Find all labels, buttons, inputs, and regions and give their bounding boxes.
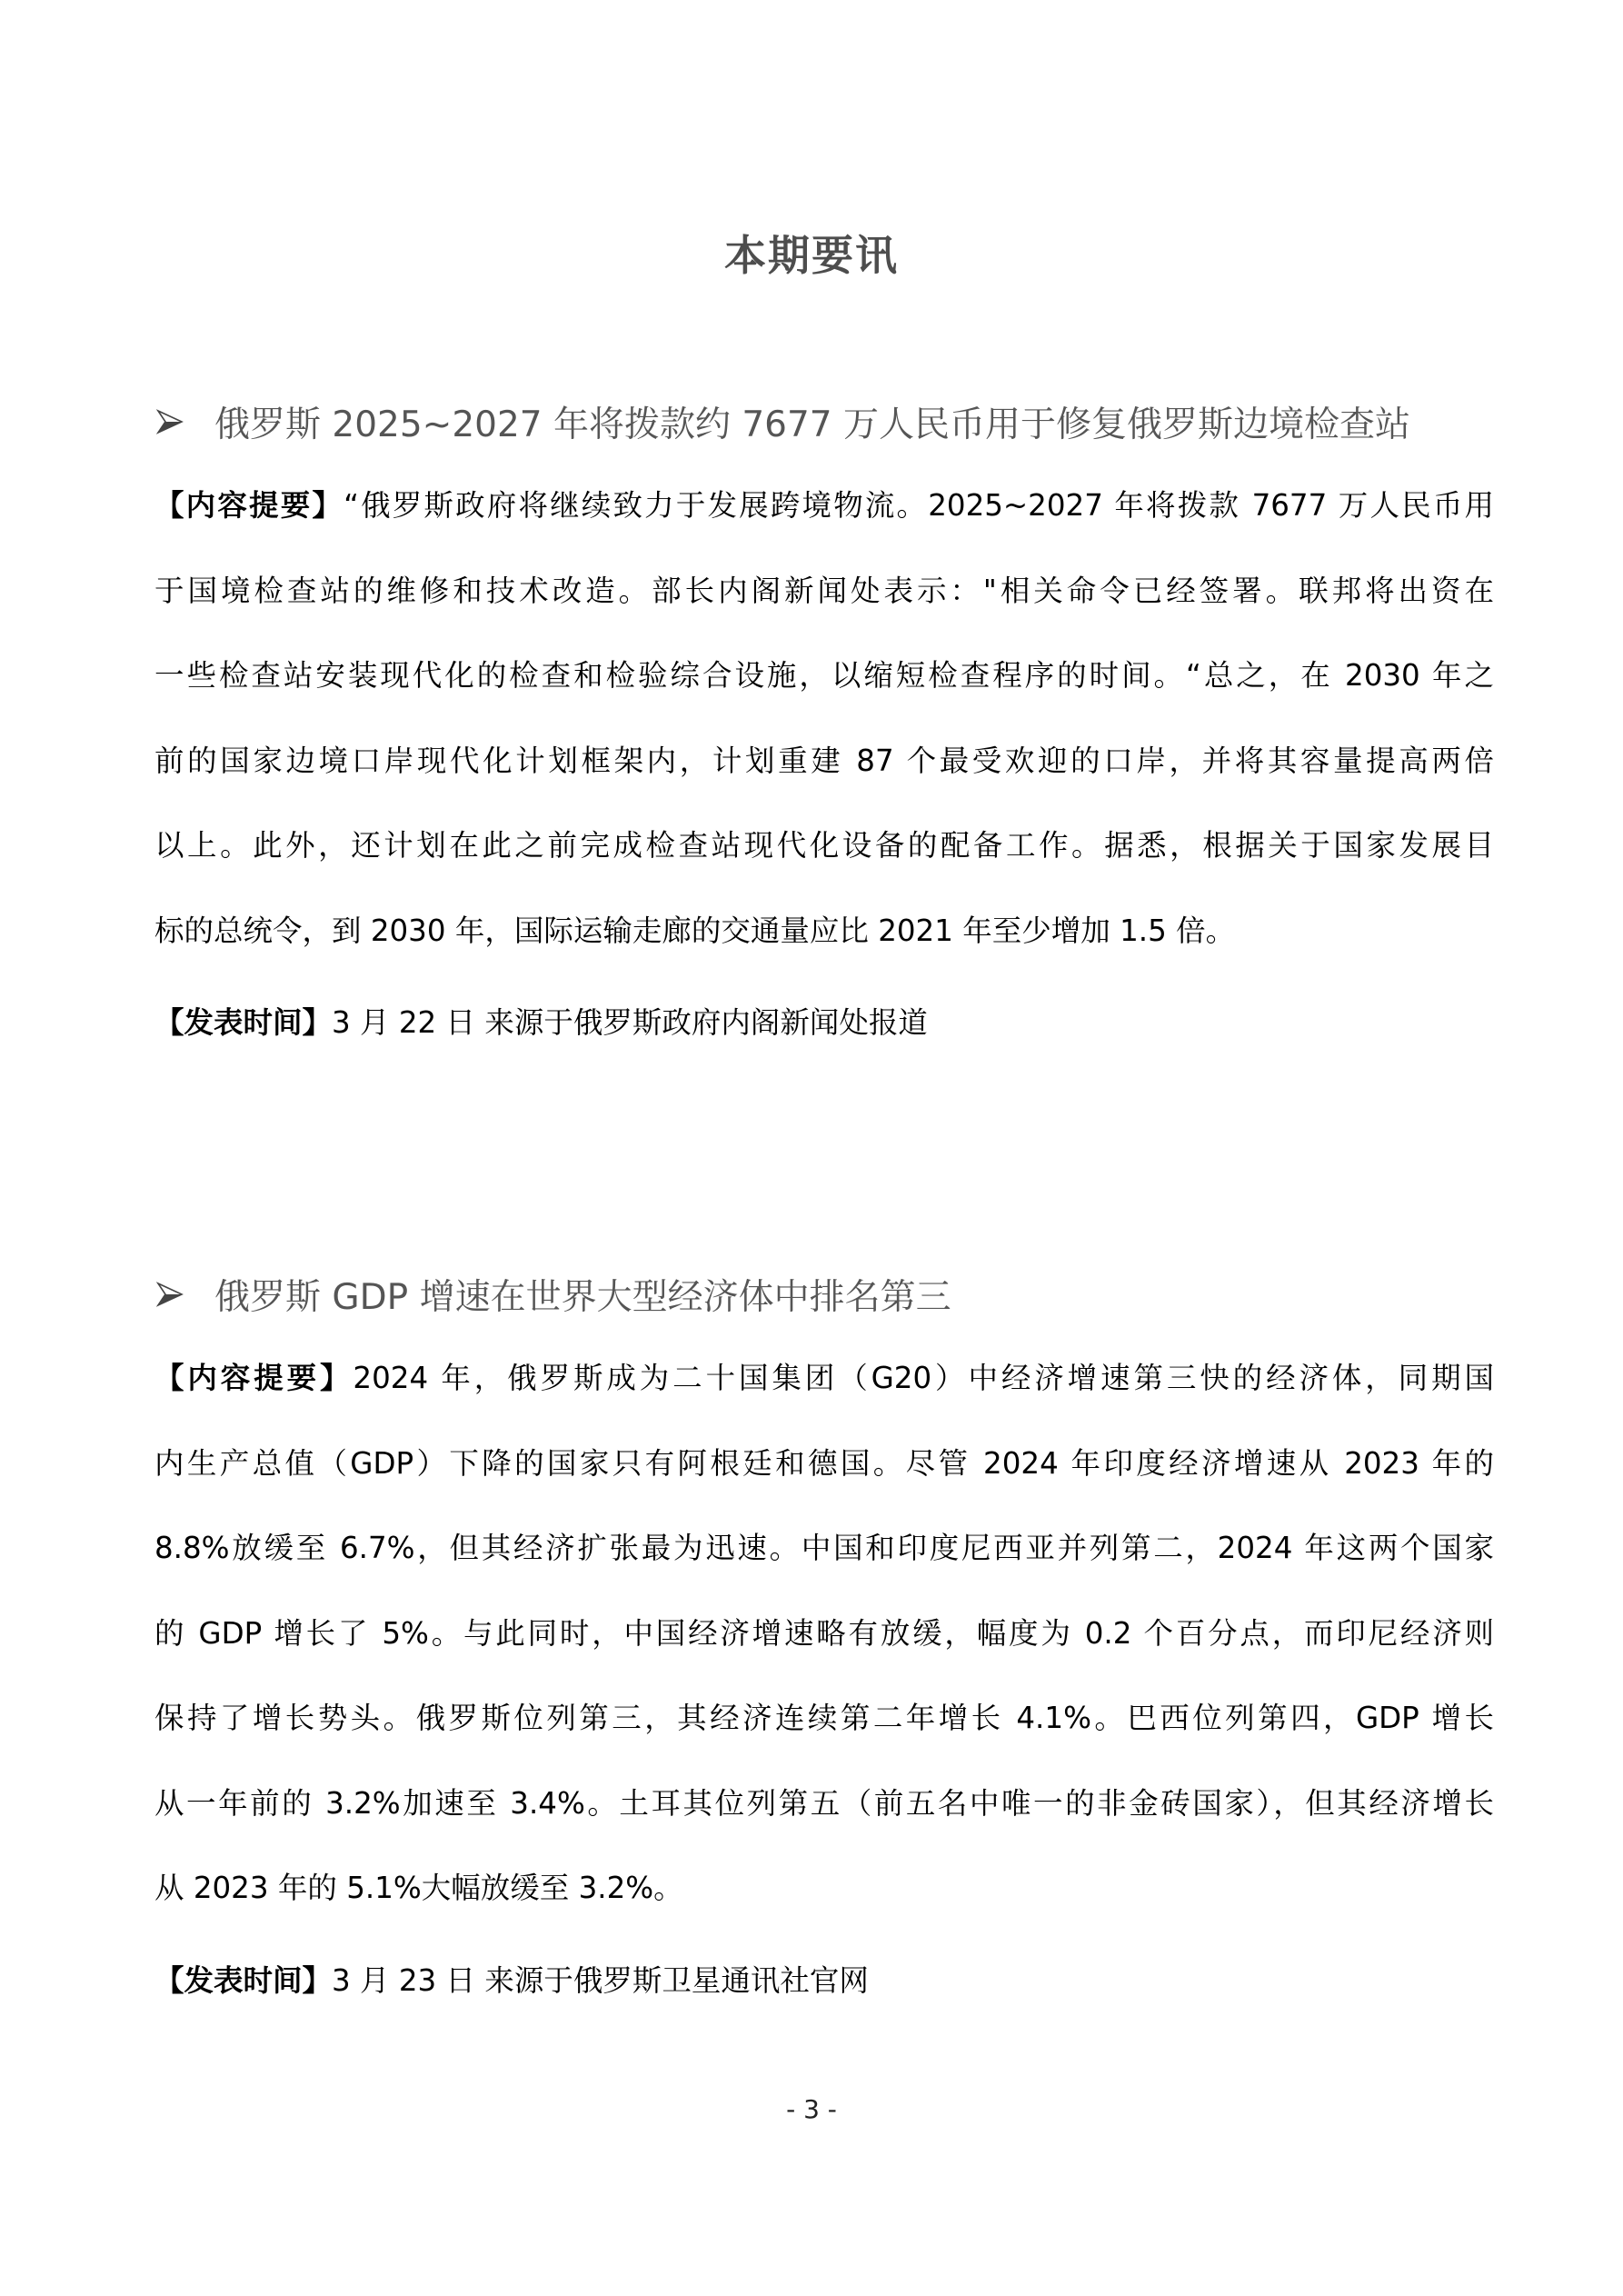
article-2-summary [154,1336,1494,1932]
summary-line: 保持了增长势头。俄罗斯位列第三，其经济连续第二年增长 4.1%。巴西位列第四，GDP 增长 [154,1701,1494,1735]
article-1-heading [156,396,1501,447]
summary-line: 8.8%放缓至 6.7%，但其经济扩张最为迅速。中国和印度尼西亚并列第二，2024 年这两个国家 [154,1531,1494,1565]
summary-line: 从一年前的 3.2%加速至 3.4%。土耳其位列第五（前五名中唯一的非金砖国家），但其经济增长 [154,1785,1494,1821]
article-1-summary [154,464,1494,973]
date-label: 【发表时间】 [154,1963,333,1998]
summary-line: 前的国家边境口岸现代化计划框架内，计划重建 87 个最受欢迎的口岸，并将其容量提高两倍 [154,743,1494,778]
summary-line: 【内容提要】“俄罗斯政府将继续致力于发展跨境物流。2025~2027 年将拨款 7677 万人民币用 [154,488,1494,523]
arrowhead-bullet-icon [156,1281,184,1308]
article-2-heading-text: 俄罗斯 GDP 增速在世界大型经济体中排名第三 [214,1277,951,1318]
summary-label: 【内容提要】 [154,1361,353,1395]
summary-line: 内生产总值（GDP）下降的国家只有阿根廷和德国。尽管 2024 年印度经济增速从 2023 年的 [154,1445,1494,1481]
summary-line: 标的总统令，到 2030 年，国际运输走廊的交通量应比 2021 年至少增加 1.5 倍。 [154,913,1236,948]
article-1-heading-text: 俄罗斯 2025~2027 年将拨款约 7677 万人民币用于修复俄罗斯边境检查站 [214,404,1411,445]
summary-line: 于国境检查站的维修和技术改造。部长内阁新闻处表示："相关命令已经签署。联邦将出资在 [154,573,1494,608]
summary-line: 以上。此外，还计划在此之前完成检查站现代化设备的配备工作。据悉，根据关于国家发展目 [154,828,1494,863]
summary-label: 【内容提要】 [154,488,344,523]
article-2-date [154,1958,869,2000]
summary-line: 【内容提要】2024 年，俄罗斯成为二十国集团（G20）中经济增速第三快的经济体，同期国 [154,1361,1494,1395]
date-text: 3 月 22 日 来源于俄罗斯政府内阁新闻处报道 [332,1005,928,1040]
summary-line: 的 GDP 增长了 5%。与此同时，中国经济增速略有放缓，幅度为 0.2 个百分点，而印尼经济则 [154,1615,1494,1651]
summary-line: 一些检查站安装现代化的检查和检验综合设施，以缩短检查程序的时间。“总之，在 2030 年之 [154,658,1494,693]
arrowhead-bullet-icon [156,408,184,435]
date-text: 3 月 23 日 来源于俄罗斯卫星通讯社官网 [332,1963,869,1998]
page-number: - 3 - [786,2094,837,2124]
page-title: 本期要讯 [724,231,899,280]
summary-line: 从 2023 年的 5.1%大幅放缓至 3.2%。 [154,1871,683,1905]
article-2-heading [156,1269,1501,1320]
date-label: 【发表时间】 [154,1005,333,1040]
article-1-date [154,1000,928,1042]
